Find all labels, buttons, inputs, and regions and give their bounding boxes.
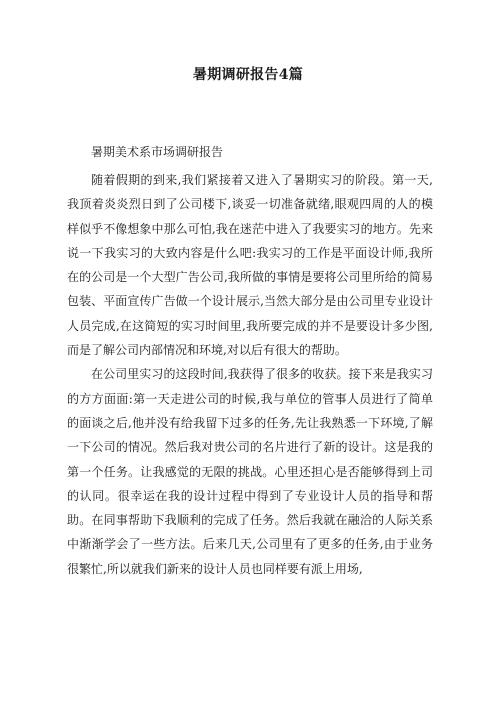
paragraph: 在公司里实习的这段时间,我获得了很多的收获。接下来是我实习的方方面面:第一天走进公司的时候,我与单位的管事人员进行了简单的面谈之后,他并没有给我留下过多的任务,先让我熟悉一下环境,了解一下公司的情况。然后我对贵公司的名片进行了新的设计。这是我的第一个任务。让我感觉的无限的挑战。心里还担心是否能够得到上司的认同。很幸运在我的设计过程中得到了专业设计人员的指导和帮助。在同事帮助下我顺利的完成了任务。然后我就在融洽的人际关系中渐渐学会了一些方法。后来几天,公司里有了更多的任务,由于业务很繁忙,所以就我们新来的设计人员也同样要有派上用场, — [67, 367, 433, 576]
document-title: 暑期调研报告4篇 — [192, 67, 304, 83]
body-text — [67, 168, 433, 581]
paragraph: 随着假期的到来,我们紧接着又进入了暑期实习的阶段。第一天,我顶着炎炎烈日到了公司楼下,谈妥一切准备就绪,眼观四周的人的模样似乎不像想象中那么可怕,我在迷茫中进入了我要实习的地方。先来说一下我实习的大致内容是什么吧:我实习的工作是平面设计师,我所在的公司是一个大型广告公司,我所做的事情是要将公司里所给的简易包装、平面宣传广告做一个设计展示,当然大部分是由公司里专业设计人员完成,在这简短的实习时间里,我所要完成的并不是要设计多少图,而是了解公司内部情况和环境,对以后有很大的帮助。 — [67, 173, 433, 358]
section-subtitle: 暑期美术系市场调研报告 — [91, 145, 224, 159]
